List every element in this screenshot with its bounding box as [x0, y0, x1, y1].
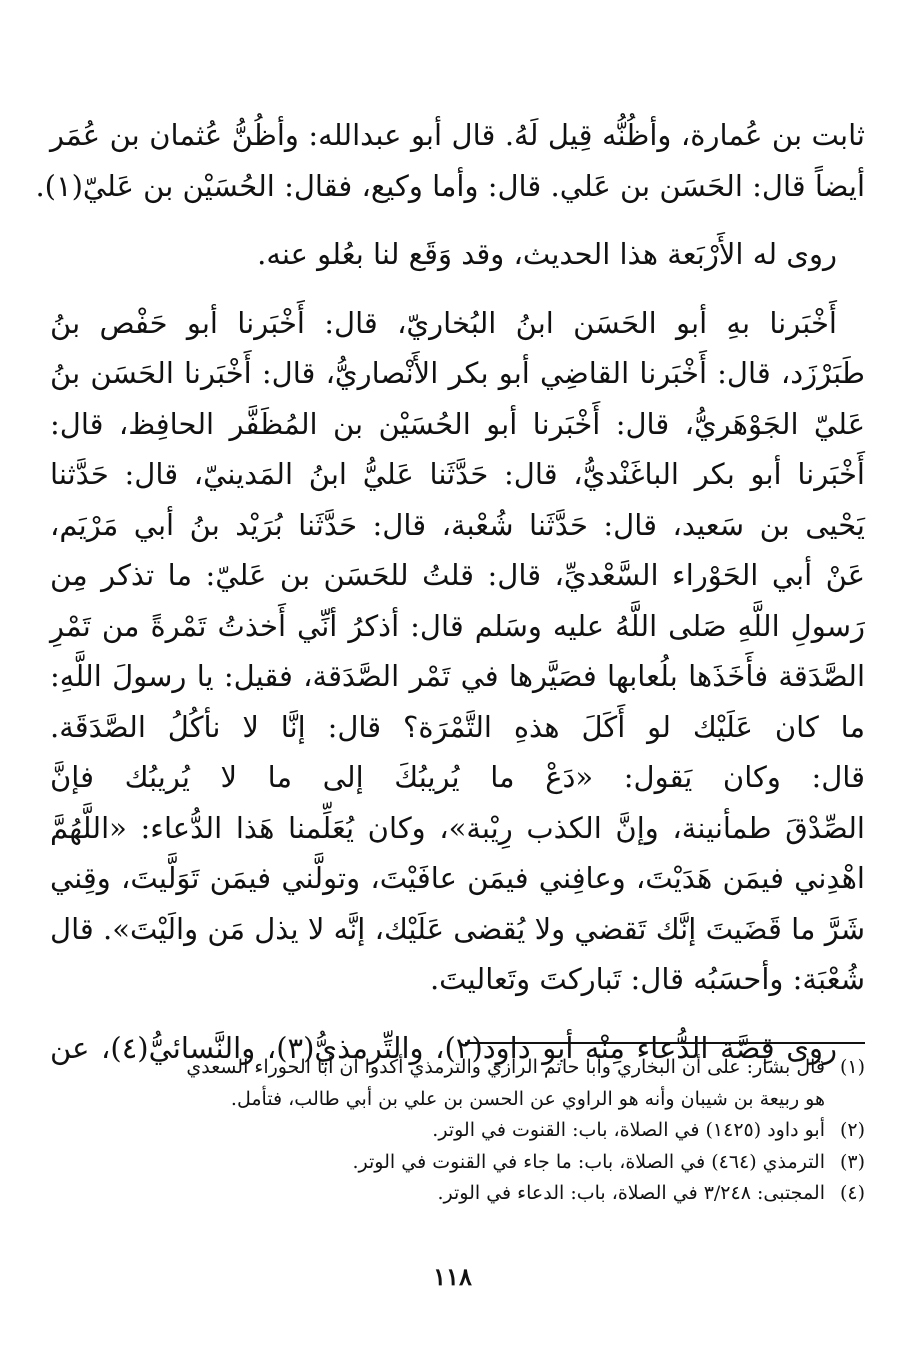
text-line: أيضاً قال: الحَسَن بن عَلي. قال: وأما وكيع، فقال: الحُسَيْن بن عَليّ(١). — [35, 168, 865, 203]
footnote-text: أبو داود (١٤٢٥) في الصلاة، باب: القنوت في الوتر. — [432, 1119, 825, 1141]
footnote-3 — [60, 1147, 865, 1179]
footnote-separator — [465, 1042, 865, 1044]
text-line: قال: وكان يَقول: «دَعْ ما يُريبُكَ إلى ما لا يُريبُك فإنَّ — [50, 760, 865, 794]
footnote-text: المجتبى: ٣/٢٤٨ في الصلاة، باب: الدعاء في الوتر. — [437, 1182, 825, 1204]
text-line: عَنْ أبي الحَوْراء السَّعْديِّ، قال: قلتُ للحَسَن بن عَليّ: ما تذكر مِن — [50, 558, 865, 592]
paragraph-2 — [50, 229, 865, 280]
text-line: أَخْبَرنا أبو بكر الباغَنْديُّ، قال: حَدَّثَنا عَليُّ ابنُ المَدينيّ، قال: حَدَّثنا — [50, 457, 865, 491]
text-line: رَسولِ اللَّهِ صَلى اللَّهُ عليه وسَلم قال: أذكرُ أنِّي أَخذتُ تَمْرةً من تَمْرِ — [50, 608, 865, 643]
text-line: عَليّ الجَوْهَريُّ، قال: أَخْبَرنا أبو الحُسَيْن بن المُظَفَّر الحافِظ، قال: — [50, 406, 865, 441]
text-line: اهْدِني فيمَن هَدَيْتَ، وعافِني فيمَن عافَيْتَ، وتولَّني فيمَن تَوَلَّيتَ، وقِني — [50, 861, 865, 895]
text-line: شُعْبَة: وأحسَبُه قال: تَباركتَ وتَعاليتَ. — [429, 962, 865, 996]
footnote-number: (٤) — [839, 1182, 865, 1204]
text-line: يَحْيى بن سَعيد، قال: حَدَّثَنا شُعْبة، قال: حَدَّثَنا بُرَيْد بنُ أبي مَرْيَم، — [50, 507, 865, 542]
paragraph-1 — [35, 110, 865, 211]
paragraph-3 — [50, 298, 865, 1005]
footnote-number: (٣) — [839, 1150, 865, 1173]
main-text — [35, 110, 865, 1073]
footnote-number: (١) — [839, 1056, 865, 1078]
footnote-1 — [60, 1052, 865, 1084]
footnote-text: الترمذي (٤٦٤) في الصلاة، باب: ما جاء في القنوت في الوتر. — [352, 1150, 825, 1173]
footnotes — [60, 1052, 865, 1210]
text-line: طَبَرْزَد، قال: أَخْبَرنا القاضِي أبو بكر الأَنْصاريُّ، قال: أَخْبَرنا الحَسَن بنُ — [50, 356, 865, 390]
text-line: ما كان عَلَيْك لو أَكَلَ هذهِ التَّمْرَة؟ قال: إنَّا لا نأكُلُ الصَّدَقَة. — [50, 709, 865, 744]
text-line: الصَّدَقة فأَخَذَها بلُعابها فصَيَّرها في تَمْر الصَّدَقة، فقيل: يا رسولَ اللَّهِ: — [50, 659, 865, 693]
footnote-2 — [60, 1115, 865, 1147]
page-number: ١١٨ — [433, 1262, 472, 1291]
text-line: روى له الأَرْبَعة هذا الحديث، وقد وَقَع لنا بعُلو عنه. — [257, 237, 837, 271]
text-line: الصِّدْقَ طمأنينة، وإنَّ الكذب رِيْبة»، وكان يُعَلِّمنا هَذا الدُّعاء: «اللَّهُمَّ — [50, 810, 865, 845]
text-line: أَخْبَرنا بهِ أبو الحَسَن ابنُ البُخاريّ، قال: أَخْبَرنا أبو حَفْص بنُ — [50, 305, 837, 340]
footnote-4 — [60, 1178, 865, 1210]
footnote-number: (٢) — [839, 1119, 865, 1141]
footnote-text: قال بشار: على أن البخاري وأبا حاتم الرازي والترمذي أكدوا أن أبا الحوراء السعدي — [186, 1056, 825, 1078]
footnote-1-continuation: هو ربيعة بن شيبان وأنه هو الراوي عن الحسن بن علي بن أبي طالب، فتأمل. — [230, 1087, 825, 1110]
text-line: روى قِصَّة الدُّعاء مِنْه أبو داود(٢)، والتِّرمذيُّ(٣)، والنَّسائيُّ(٤)، عن — [50, 1030, 837, 1065]
text-line: ثابت بن عُمارة، وأظُنُّه قِيل لَهُ. قال أبو عبدالله: وأظُنُّ عُثمان بن عُمَر — [50, 118, 865, 152]
text-line: شَرَّ ما قَضَيتَ إنَّك تَقضي ولا يُقضى عَلَيْك، إنَّه لا يذل مَن والَيْتَ». قال — [50, 911, 865, 946]
